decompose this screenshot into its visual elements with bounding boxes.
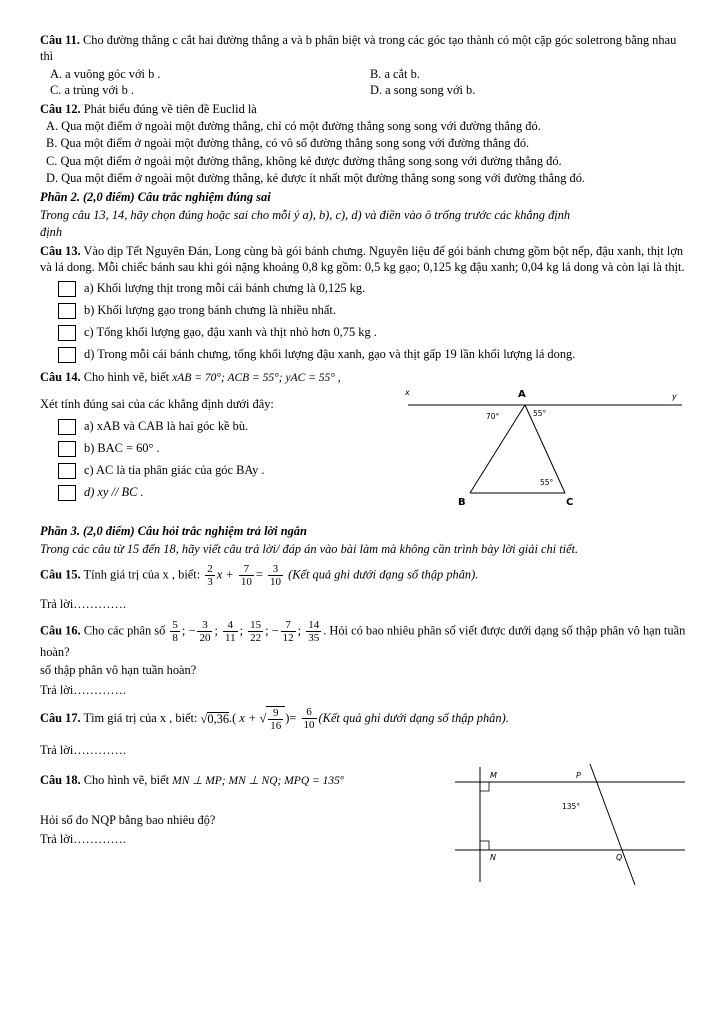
q15-answer-line[interactable]: Trả lời…………. (40, 597, 126, 612)
q17-paren-open: ( (232, 710, 237, 725)
q15-frac-b: $\frac{7}{10}$ (240, 563, 252, 589)
q15-note: (Kết quả ghi dưới dạng số thập phân). (288, 567, 479, 582)
q16-frac-5: $\frac{7}{12}$ (282, 618, 294, 644)
figure-triangle-abc (400, 375, 690, 510)
svg-text:M: M (490, 771, 497, 781)
q16-answer-line[interactable]: Trả lời…………. (40, 682, 126, 697)
q13-item-c-label: c) Tổng khối lượng gạo, đậu xanh và thịt nhỏ hơn 0,75 kg . (84, 325, 377, 340)
question-17 (40, 706, 690, 759)
q13-item-b[interactable] (40, 302, 690, 319)
q16-frac-6: $\frac{14}{35}$ (308, 618, 320, 644)
svg-text:y: y (672, 392, 677, 402)
q14-item-d[interactable] (40, 484, 400, 501)
checkbox-icon[interactable] (58, 419, 76, 435)
q13-item-d[interactable] (40, 346, 690, 363)
q13-label: Câu 13. (40, 243, 81, 258)
q16-frac-4: $\frac{15}{22}$ (250, 618, 262, 644)
question-13 (40, 243, 690, 364)
q17-sqrt-outer-value: 0,36 (207, 711, 230, 726)
svg-text:x: x (405, 388, 410, 398)
q15-text: Tính giá trị của x , biết: (80, 567, 201, 582)
q12-option-b[interactable]: B. Qua một điểm ở ngoài một đường thẳng, có vô số đường thẳng song song với đường thẳng đó. (46, 136, 530, 151)
q11-options-row2 (40, 82, 690, 98)
q11-options-row1 (40, 66, 690, 82)
q18-given: MN ⊥ MP; MN ⊥ NQ; MPQ = 135º (172, 775, 344, 788)
q12-stem (40, 101, 690, 117)
q13-item-b-label: b) Khối lượng gạo trong bánh chưng là nhiều nhất. (84, 303, 336, 318)
q17-inner-x: x + (239, 710, 257, 725)
q17-eqsign: = (289, 710, 297, 725)
q11-stem (40, 32, 690, 65)
q11-label: Câu 11. (40, 33, 80, 47)
q13-item-d-label: d) Trong mỗi cái bánh chưng, tổng khối lượng đậu xanh, gạo và thịt gấp 19 lần khối lượng lá dong. (84, 347, 576, 362)
q14-item-b[interactable] (40, 440, 400, 457)
q12-option-d[interactable]: D. Qua một điểm ở ngoài một đường thẳng, kẻ được ít nhất một đường thẳng song song với đường thẳng đó. (46, 171, 586, 185)
q17-sqrt-outer: √0,36 (200, 711, 230, 726)
q12-text: Phát biểu đúng về tiên đề Euclid là (80, 101, 257, 116)
q14-item-a-label: a) xAB và CAB là hai góc kề bù. (84, 418, 249, 433)
q13-stem (40, 243, 690, 276)
svg-text:Q: Q (616, 853, 623, 863)
q18-text: Cho hình vẽ, biết (80, 773, 170, 788)
q17-paren-close: ) (285, 710, 290, 725)
q11-option-d[interactable]: D. a song song với b. (370, 83, 476, 98)
svg-text:B: B (458, 497, 466, 509)
q14-item-d-label: d) xy // BC . (84, 484, 144, 499)
q16-sign-2: − (188, 623, 196, 637)
svg-text:N: N (490, 853, 496, 863)
question-12 (40, 101, 690, 187)
q17-label: Câu 17. (40, 710, 81, 725)
q15-frac-a: $\frac{2}{3}$ (207, 563, 213, 589)
q16-cont: số thập phân vô hạn tuần hoàn? (40, 663, 197, 678)
q13-item-a-label: a) Khối lượng thịt trong mỗi cái bánh chưng là 0,125 kg. (84, 281, 366, 296)
q16-frac-3: $\frac{4}{11}$ (224, 618, 236, 644)
q16-tail: . Hỏi có bao nhiêu phân số viết được dưới dạng số thập phân vô hạn tuần hoàn? (40, 623, 686, 659)
q15-eqsign: = (255, 567, 263, 582)
q12-label: Câu 12. (40, 101, 81, 116)
part-2-heading (40, 189, 690, 240)
q15-plus-x: x + (216, 567, 234, 582)
svg-text:55°: 55° (540, 478, 554, 488)
q14-item-a[interactable] (40, 418, 400, 435)
checkbox-icon[interactable] (58, 303, 76, 319)
q15-label: Câu 15. (40, 567, 81, 582)
q17-inner-frac: $\frac{9}{16}$ (270, 706, 282, 732)
q18-body (40, 772, 430, 847)
q11-option-b[interactable]: B. a cắt b. (370, 66, 420, 81)
svg-text:C: C (566, 497, 574, 509)
q14-given: xAB = 70°; ACB = 55°; yAC = 55° , (172, 372, 341, 385)
svg-text:A: A (518, 389, 526, 401)
q18-answer-line[interactable]: Trả lời…………. (40, 831, 126, 846)
question-16 (40, 619, 690, 698)
part-3-title: Phần 3. (2,0 điểm) Câu hỏi trắc nghiệm trả lời ngắn (40, 524, 307, 539)
q11-option-c[interactable]: C. a trùng với b . (50, 83, 134, 98)
q17-answer-line[interactable]: Trả lời…………. (40, 743, 126, 758)
q13-text: Vào dịp Tết Nguyên Đán, Long cùng bà gói bánh chưng. Nguyên liệu để gói bánh chưng gồm bột nếp, đậu xanh, thịt lợn và lá dong. Mỗi chiếc bánh sau khi gói nặng khoảng 0,8 kg gồm: 0,5 kg gạo; 0,125 kg đậu xanh; 0,04 kg lá dong và còn lại là thịt. (40, 243, 685, 274)
q16-text: Cho các phân số (80, 623, 166, 637)
part-3-sub: Trong các câu từ 15 đến 18, hãy viết câu trả lời/ đáp án vào bài làm mà không cần trình bày lời giải chi tiết. (40, 541, 579, 556)
svg-text:P: P (576, 771, 581, 781)
svg-text:70°: 70° (486, 412, 500, 422)
part-2-sub-cont: định (40, 225, 63, 240)
q18-stem (40, 772, 430, 789)
question-15 (40, 563, 690, 613)
q11-text: Cho đường thẳng c cắt hai đường thẳng a và b phân biệt và trong các góc tạo thành có một cặp góc soletrong bằng nhau thì (40, 33, 677, 64)
q14-body (40, 396, 400, 500)
q16-stem: Câu 16. Cho các phân số $\frac{5}{8}$ ; − $\frac{3}{20}$ ; $\frac{4}{11}$ ; $\frac{15}{22}$ ; − $\frac{7}{12}$ ; $\frac{14}{35}$ . Hỏi có bao nhiêu phân số viết được dưới dạng số thập phân vô hạn tuần hoàn? (40, 618, 686, 659)
checkbox-icon[interactable] (58, 281, 76, 297)
svg-text:55°: 55° (533, 409, 547, 419)
q14-text: Cho hình vẽ, biết (80, 370, 170, 385)
figure-mnpq (450, 762, 690, 882)
exam-page (40, 32, 690, 894)
q16-label: Câu 16. (40, 623, 81, 637)
q14-lead: Xét tính đúng sai của các khẳng định dưới đây: (40, 397, 274, 412)
checkbox-icon[interactable] (58, 485, 76, 501)
q14-label: Câu 14. (40, 370, 81, 385)
q14-item-c-label: c) AC là tia phân giác của góc BAy . (84, 462, 265, 477)
part-2-title: Phần 2. (2,0 điểm) Câu trắc nghiệm đúng sai (40, 190, 271, 205)
q14-item-b-label: b) BAC = 60° . (84, 440, 160, 455)
q13-item-c[interactable] (40, 324, 690, 341)
q17-frac-right: $\frac{6}{10}$ (303, 706, 315, 732)
checkbox-icon[interactable] (58, 347, 76, 363)
checkbox-icon[interactable] (58, 325, 76, 341)
checkbox-icon[interactable] (58, 441, 76, 457)
question-11 (40, 32, 690, 99)
q17-stem: Câu 17. Tìm giá trị của x , biết: √0,36.( x + √ $\frac{9}{16}$ )= $\frac{6}{10}$ (Kết quả ghi dưới dạng số thập phân). (40, 706, 509, 732)
svg-text:135°: 135° (562, 802, 581, 812)
q18-question: Hỏi số đo NQP bằng bao nhiêu độ? (40, 812, 216, 827)
q16-frac-2: $\frac{3}{20}$ (199, 618, 211, 644)
q17-sqrt-inner: √ $\frac{9}{16}$ (259, 706, 285, 732)
q17-note: (Kết quả ghi dưới dạng số thập phân). (318, 710, 509, 725)
part-3-heading (40, 523, 690, 557)
question-14 (40, 369, 690, 519)
q16-frac-1: $\frac{5}{8}$ (172, 618, 178, 644)
q17-text: Tìm giá trị của x , biết: (80, 710, 198, 725)
part-2-sub: Trong câu 13, 14, hãy chọn đúng hoặc sai cho mỗi ý a), b), c), d) và điền vào ô trống trước các khẳng định (40, 207, 571, 222)
checkbox-icon[interactable] (58, 463, 76, 479)
q12-option-c[interactable]: C. Qua một điểm ở ngoài một đường thẳng, không kẻ được đường thẳng song song với đường thẳng đó. (46, 153, 562, 168)
q14-item-c[interactable] (40, 462, 400, 479)
q11-option-a[interactable]: A. a vuông góc với b . (50, 66, 161, 81)
q15-frac-c: $\frac{3}{10}$ (269, 563, 281, 589)
q13-item-a[interactable] (40, 280, 690, 297)
q18-label: Câu 18. (40, 773, 81, 788)
q16-sign-5: − (271, 623, 279, 637)
q15-stem (40, 563, 690, 588)
q12-option-a[interactable]: A. Qua một điểm ở ngoài một đường thẳng, chỉ có một đường thẳng song song với đường thẳng đó. (46, 118, 541, 133)
question-18 (40, 772, 690, 892)
